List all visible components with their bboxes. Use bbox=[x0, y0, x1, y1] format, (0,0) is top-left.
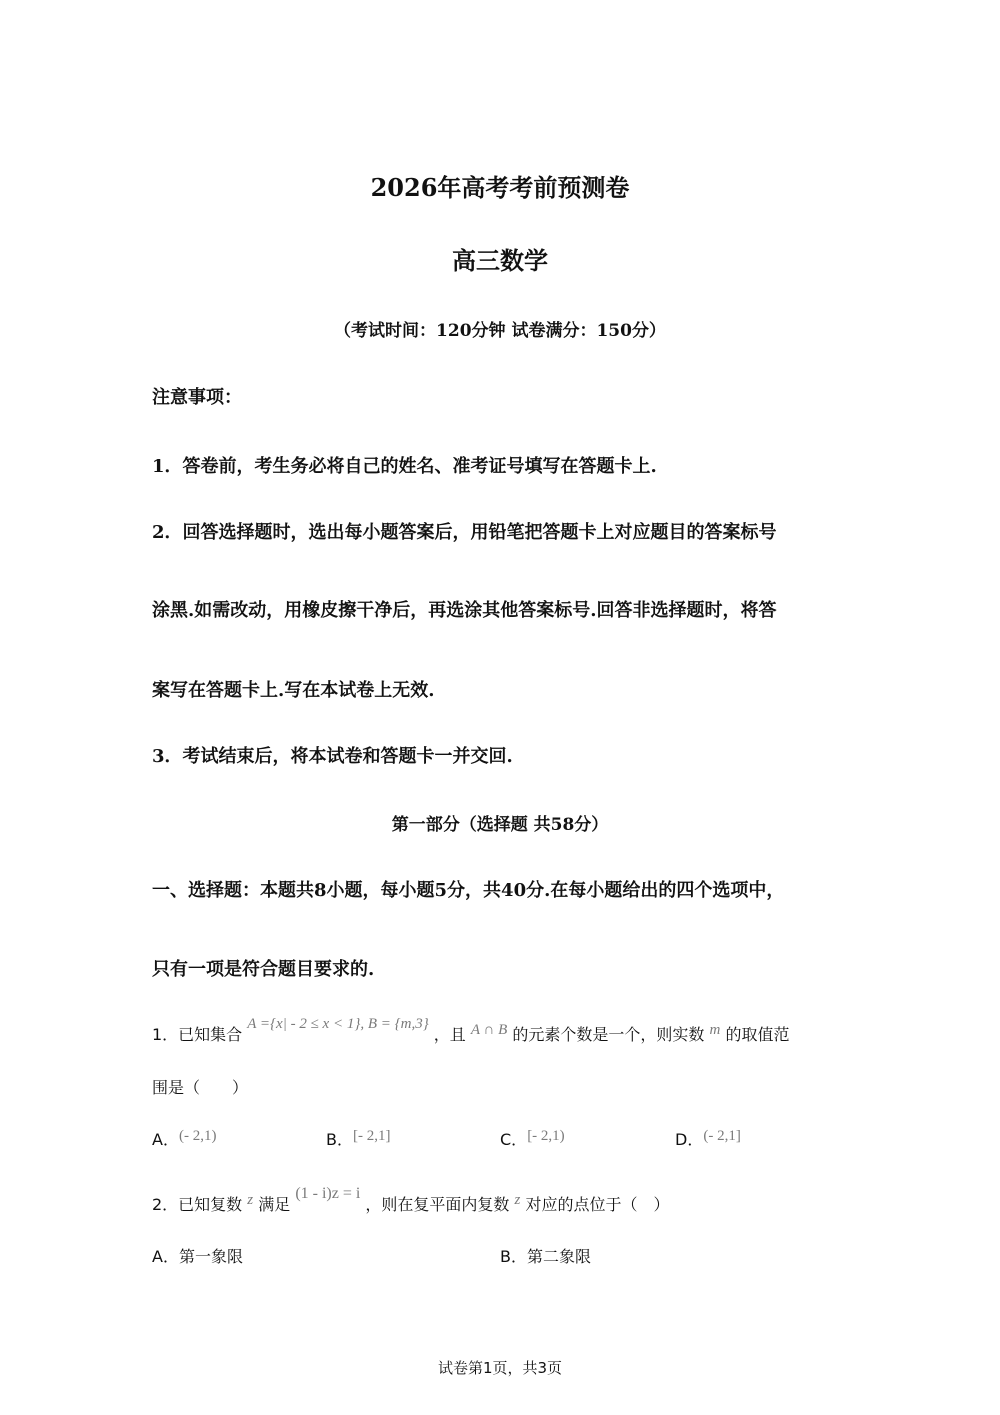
option-value: (- 2,1) bbox=[178, 1128, 217, 1144]
question-1-option-c bbox=[500, 1127, 565, 1150]
question-1-line-2: 围是（ ） bbox=[152, 1078, 249, 1097]
option-value: 第二象限 bbox=[526, 1247, 591, 1266]
option-label: B． bbox=[326, 1130, 353, 1149]
question-1-set-formula: A ={x| - 2 ≤ x < 1}, B = {m,3} bbox=[247, 1016, 429, 1032]
exam-title: 2026年高考考前预测卷 bbox=[370, 173, 630, 202]
question-1-suffix: 的元素个数是一个，则实数 bbox=[512, 1025, 705, 1044]
question-2-mid-2: ，则在复平面内复数 bbox=[365, 1195, 510, 1214]
question-2-mid-3: 对应的点位于（ ） bbox=[525, 1195, 670, 1214]
question-2-prefix: 2．已知复数 bbox=[152, 1195, 243, 1214]
exam-info: （考试时间：120分钟 试卷满分：150分） bbox=[334, 321, 666, 341]
section-instructions-line-1: 一、选择题：本题共8小题，每小题5分，共40分.在每小题给出的四个选项中， bbox=[152, 880, 785, 901]
page-footer: 试卷第1页，共3页 bbox=[437, 1359, 563, 1377]
notice-item-2-line-1: 2．回答选择题时，选出每小题答案后，用铅笔把答题卡上对应题目的答案标号 bbox=[152, 522, 777, 543]
question-2-var-z: z bbox=[247, 1192, 254, 1208]
question-2-option-a bbox=[152, 1244, 243, 1267]
option-label: B． bbox=[500, 1247, 527, 1266]
question-1-prefix: 1．已知集合 bbox=[152, 1025, 243, 1044]
question-2-equation: (1 - i)z = i bbox=[295, 1185, 361, 1202]
option-value: 第一象限 bbox=[178, 1247, 243, 1266]
option-label: A． bbox=[152, 1130, 179, 1149]
notice-heading: 注意事项： bbox=[152, 387, 242, 408]
option-label: A． bbox=[152, 1247, 179, 1266]
question-1-option-b bbox=[326, 1127, 390, 1150]
notice-item-3: 3．考试结束后，将本试卷和答题卡一并交回. bbox=[152, 746, 513, 767]
question-1-middle: ，且 bbox=[433, 1025, 466, 1044]
option-label: D． bbox=[675, 1130, 704, 1149]
option-value: (- 2,1] bbox=[703, 1128, 741, 1144]
notice-item-1: 1．答卷前，考生务必将自己的姓名、准考证号填写在答题卡上. bbox=[152, 456, 657, 477]
option-label: C． bbox=[500, 1130, 528, 1149]
question-1-suffix-2: 的取值范 bbox=[725, 1025, 790, 1044]
question-1-line-1 bbox=[152, 1016, 790, 1045]
question-2-mid-1: 满足 bbox=[258, 1195, 291, 1214]
question-1-option-a bbox=[152, 1127, 216, 1150]
notice-item-2-line-2: 涂黑.如需改动，用橡皮擦干净后，再选涂其他答案标号.回答非选择题时，将答 bbox=[152, 600, 777, 621]
question-2-var-z-2: z bbox=[514, 1192, 521, 1208]
notice-item-2-line-3: 案写在答题卡上.写在本试卷上无效. bbox=[152, 680, 435, 701]
question-2-line-1 bbox=[152, 1185, 670, 1215]
part1-heading: 第一部分（选择题 共58分） bbox=[391, 815, 609, 835]
option-value: [- 2,1) bbox=[527, 1128, 565, 1144]
question-2-option-b bbox=[500, 1244, 591, 1267]
subject-title: 高三数学 bbox=[452, 246, 548, 275]
question-1-var-m: m bbox=[709, 1022, 721, 1038]
question-1-option-d bbox=[675, 1127, 741, 1150]
option-value: [- 2,1] bbox=[352, 1128, 391, 1144]
question-1-intersection: A ∩ B bbox=[470, 1022, 508, 1038]
section-instructions-line-2: 只有一项是符合题目要求的. bbox=[152, 959, 375, 980]
